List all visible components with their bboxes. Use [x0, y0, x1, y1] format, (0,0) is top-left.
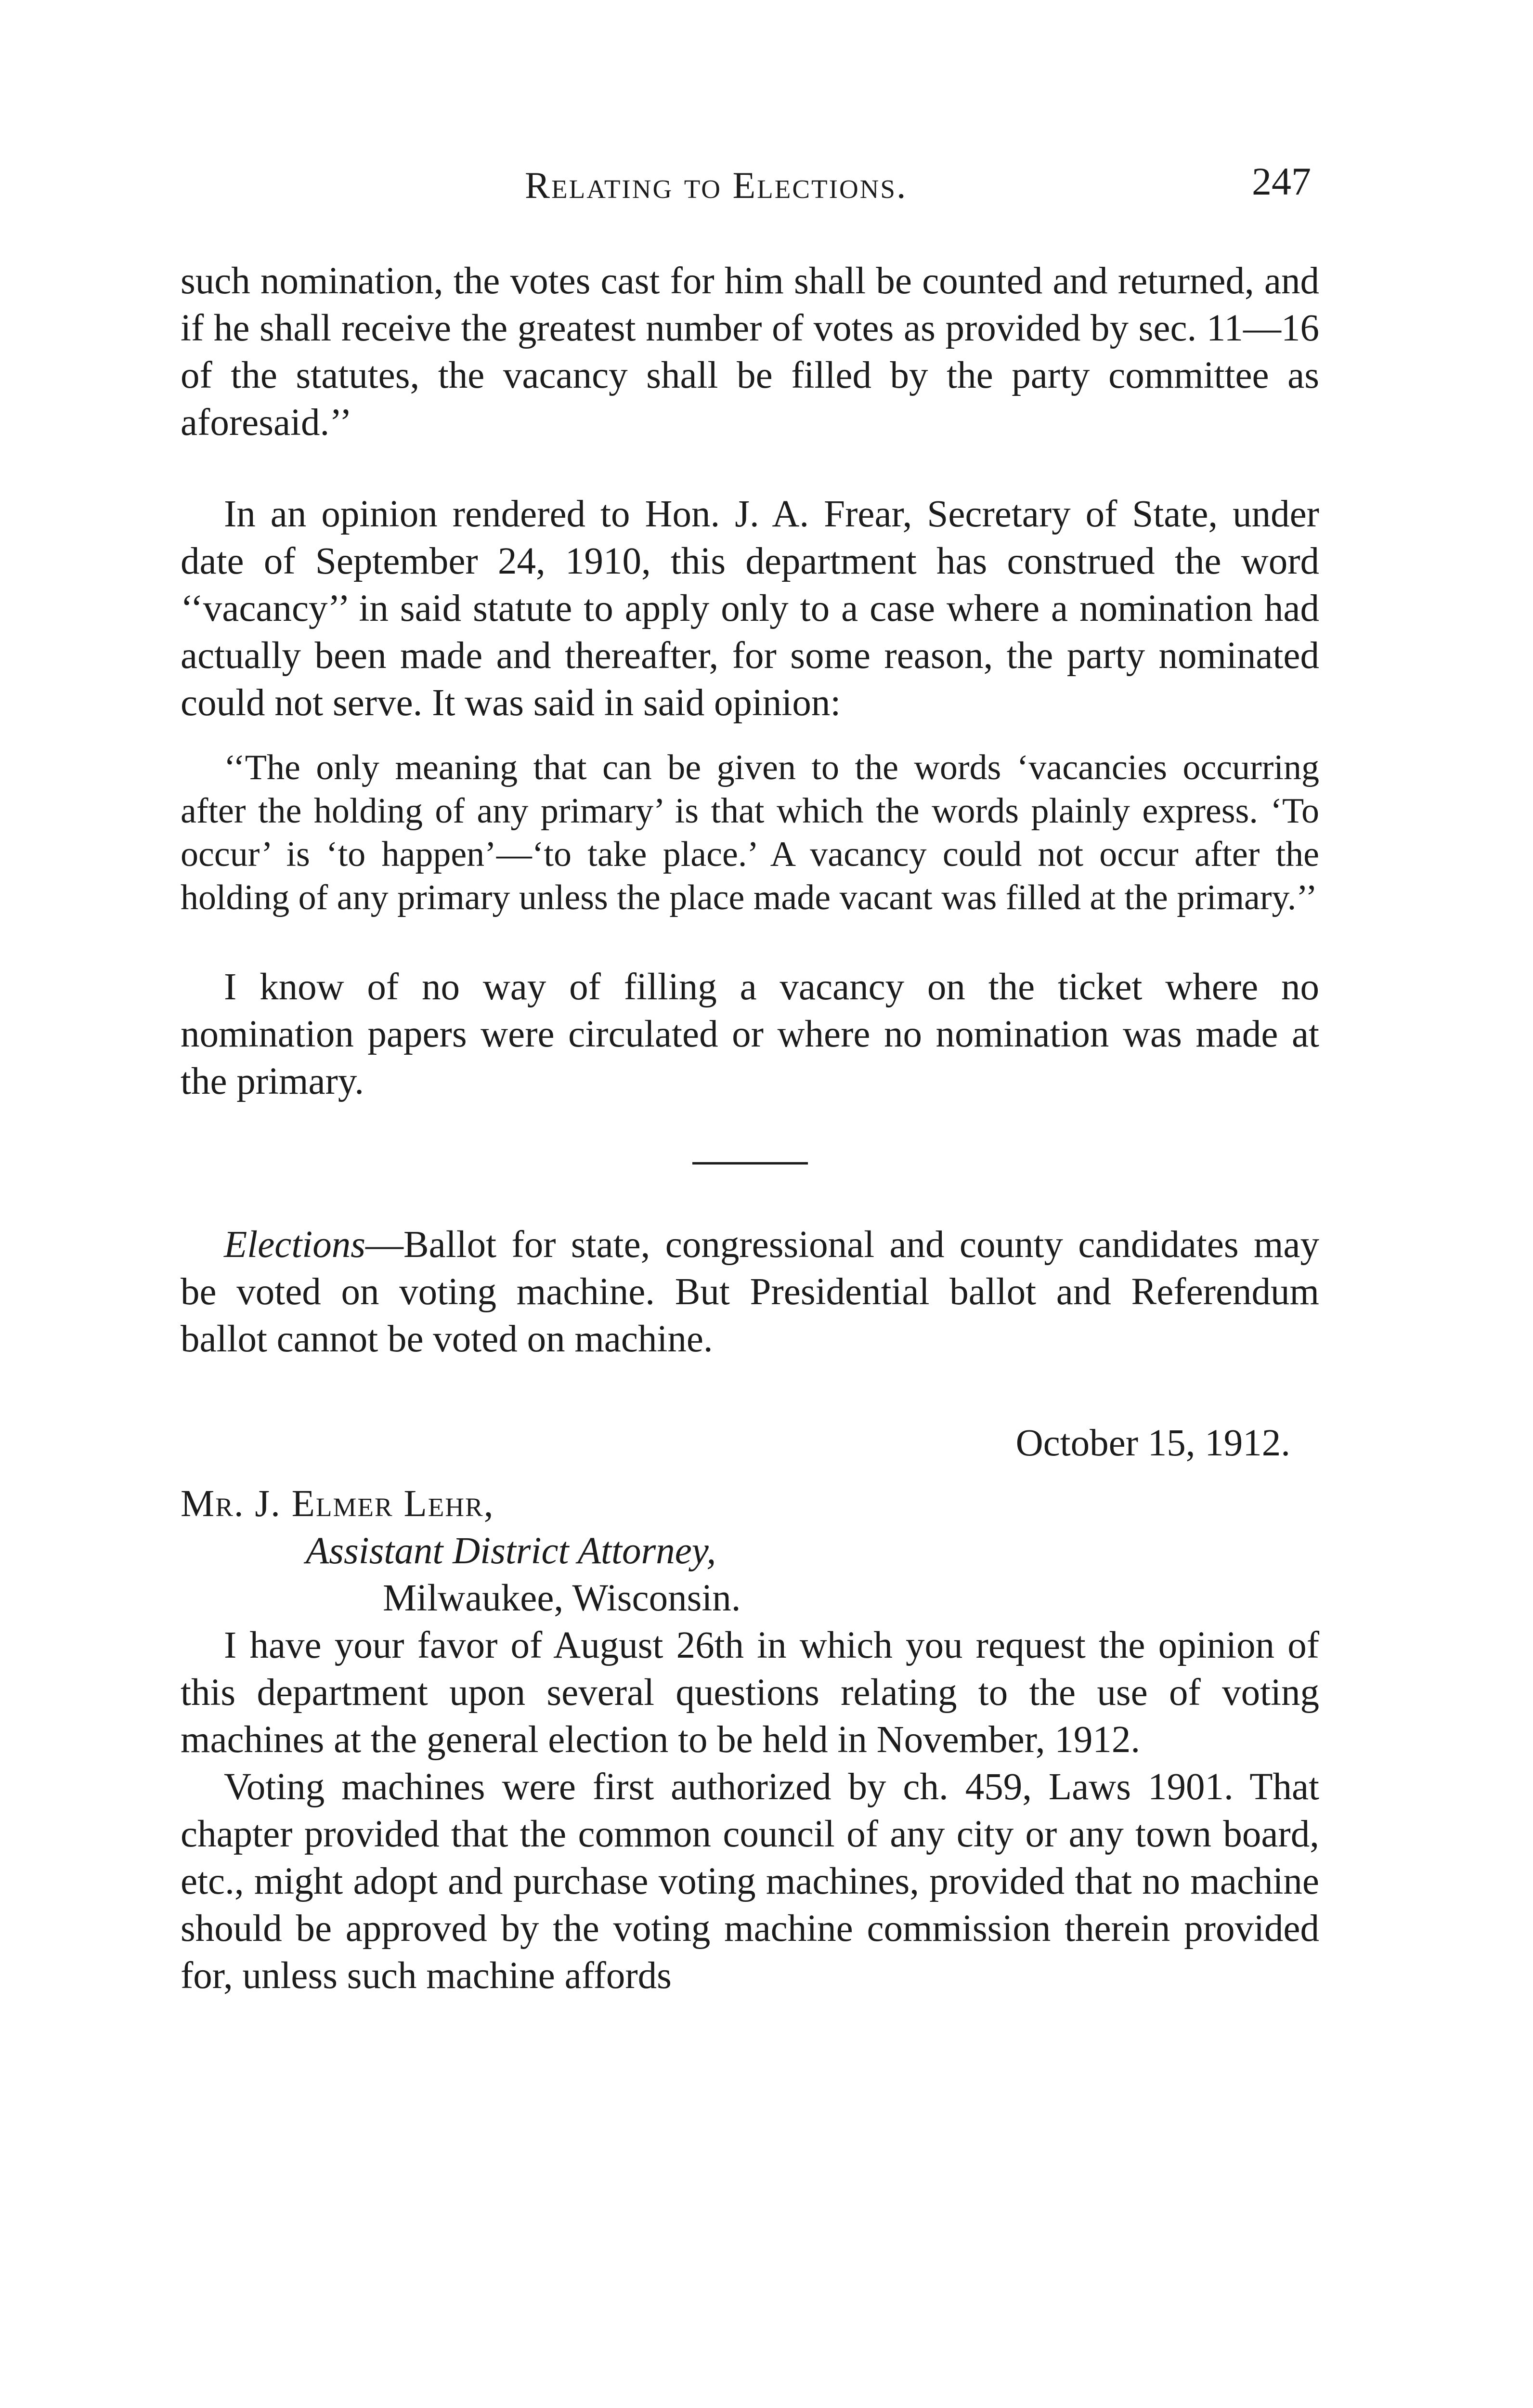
addressee-name: Mr. J. Elmer Lehr, [181, 1483, 494, 1525]
block-quote: ‘‘The only meaning that can be given to the words ‘vacancies occurring after the holding of any primary’ is that which the words plainly express. ‘To occur’ is ‘to happen’—‘to take place.’ A vacancy could not occur after the holding of any primary unless the place made vacant was filled at the primary.’’ [181, 748, 1319, 917]
opinion-date: October 15, 1912. [1015, 1422, 1290, 1464]
paragraph-favor: I have your favor of August 26th in which you request the opinion of this department upon several questions relating to the use of voting machines at the general election to be held in November, 1912. [181, 1624, 1319, 1761]
paragraph-voting-machines: Voting machines were first authorized by ch. 459, Laws 1901. That chapter provided that the common council of any city or any town board, etc., might adopt and purchase voting machines, provided that no machine should be approved by the voting machine commission therein provided for, unless such machine affords [181, 1766, 1319, 1997]
paragraph-no-way: I know of no way of filling a vacancy on the ticket where no nomination papers were circulated or where no nomination was made at the primary. [181, 966, 1319, 1102]
opinion-headnote [181, 1221, 1319, 1363]
running-title: Relating to Elections. [525, 164, 908, 206]
running-header [0, 159, 1533, 217]
addressee-place: Milwaukee, Wisconsin. [383, 1577, 741, 1619]
section-divider [692, 1162, 808, 1165]
addressee-block [181, 1480, 1319, 1622]
paragraph-frear-opinion: In an opinion rendered to Hon. J. A. Frear, Secretary of State, under date of September 24, 1910, this department has construed the word ‘‘vacancy’’ in said statute to apply only to a case where a nomination had actually been made and thereafter, for some reason, the party nominated could not serve. It was said in said opinion: [181, 493, 1319, 724]
headnote-topic: Elections [224, 1224, 365, 1266]
headnote-text: —Ballot for state, congressional and county candidates may be voted on voting machine. But Presidential ballot and Referendum ballot cannot be voted on machine. [181, 1224, 1319, 1360]
page-number: 247 [1252, 159, 1311, 203]
addressee-title: Assistant District Attorney, [306, 1530, 716, 1572]
body-text [181, 258, 1319, 2000]
paragraph-continuation: such nomination, the votes cast for him shall be counted and returned, and if he shall receive the greatest number of votes as provided by sec. 11—16 of the statutes, the vacancy shall be filled by the party committee as aforesaid.’’ [181, 260, 1319, 444]
